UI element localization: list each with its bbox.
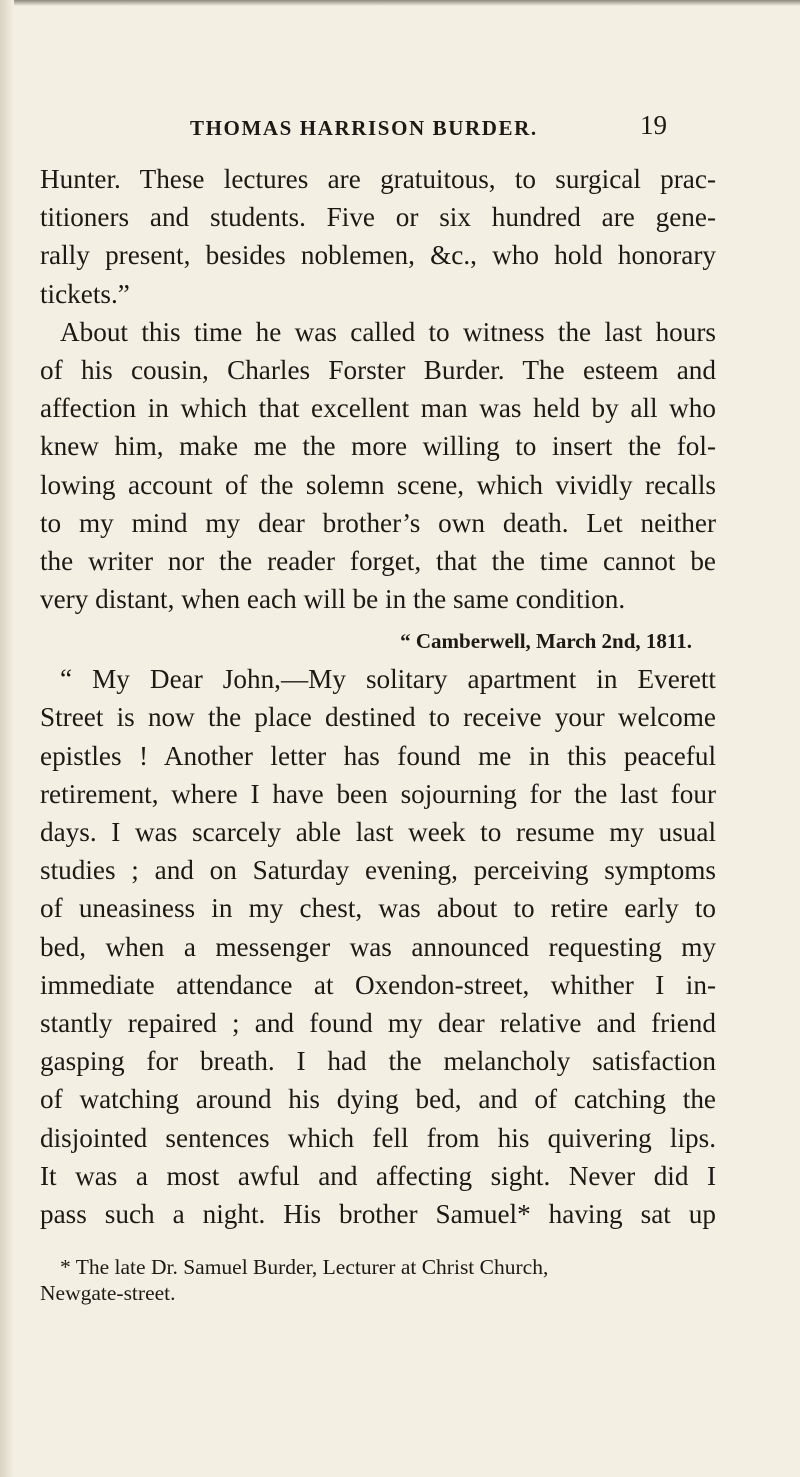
letter-dateline: “ Camberwell, March 2nd, 1811. xyxy=(400,629,692,654)
text-line: rally present, besides noblemen, &c., who hold honorary xyxy=(40,240,716,271)
text-line: epistles ! Another letter has found me in this peaceful xyxy=(40,740,716,771)
page-number: 19 xyxy=(640,110,667,140)
page-gutter-shadow xyxy=(0,0,14,1477)
text-line: disjointed sentences which fell from his quivering lips. xyxy=(40,1122,716,1153)
text-line: knew him, make me the more willing to insert the fol- xyxy=(40,431,716,462)
footnote xyxy=(40,1254,720,1306)
footnote-line: * The late Dr. Samuel Burder, Lecturer at Christ Church, xyxy=(60,1255,549,1279)
letter-salutation: “ My Dear John,—My solitary apartment in Everett xyxy=(60,664,716,695)
text-line: Hunter. These lectures are gratuitous, to surgical prac- xyxy=(40,164,716,194)
text-line: of uneasiness in my chest, was about to retire early to xyxy=(40,893,716,924)
text-line: of watching around his dying bed, and of catching the xyxy=(40,1084,716,1115)
footnote-line: Newgate-street. xyxy=(40,1281,176,1305)
text-line: of his cousin, Charles Forster Burder. The esteem and xyxy=(40,354,716,385)
text-line: to my mind my dear brother’s own death. Let neither xyxy=(40,507,716,538)
paragraph-start: About this time he was called to witness the last hours xyxy=(60,316,716,347)
text-line: immediate attendance at Oxendon-street, whither I in- xyxy=(40,969,716,1000)
text-line: titioners and students. Five or six hundred are gene- xyxy=(40,202,716,233)
text-line: pass such a night. His brother Samuel* having sat up xyxy=(40,1198,716,1229)
text-line: affection in which that excellent man was held by all who xyxy=(40,393,716,424)
text-line: retirement, where I have been sojourning for the last four xyxy=(40,778,716,809)
text-line: Street is now the place destined to receive your welcome xyxy=(40,702,716,733)
text-line: days. I was scarcely able last week to resume my usual xyxy=(40,817,716,847)
text-line: lowing account of the solemn scene, which vividly recalls xyxy=(40,469,716,500)
text-line: studies ; and on Saturday evening, perceiving symptoms xyxy=(40,855,716,886)
body-text xyxy=(40,160,716,1233)
text-line: very distant, when each will be in the same condition. xyxy=(40,584,626,615)
text-line: the writer nor the reader forget, that the time cannot be xyxy=(40,545,716,576)
text-line: bed, when a messenger was announced requesting my xyxy=(40,931,716,962)
text-line: It was a most awful and affecting sight. Never did I xyxy=(40,1160,716,1191)
running-head: THOMAS HARRISON BURDER. xyxy=(190,116,538,140)
page-header xyxy=(0,110,800,146)
text-line: tickets.” xyxy=(40,278,130,309)
text-line: stantly repaired ; and found my dear relative and friend xyxy=(40,1007,716,1038)
page-top-edge xyxy=(0,0,800,6)
text-line: gasping for breath. I had the melancholy satisfaction xyxy=(40,1046,716,1077)
